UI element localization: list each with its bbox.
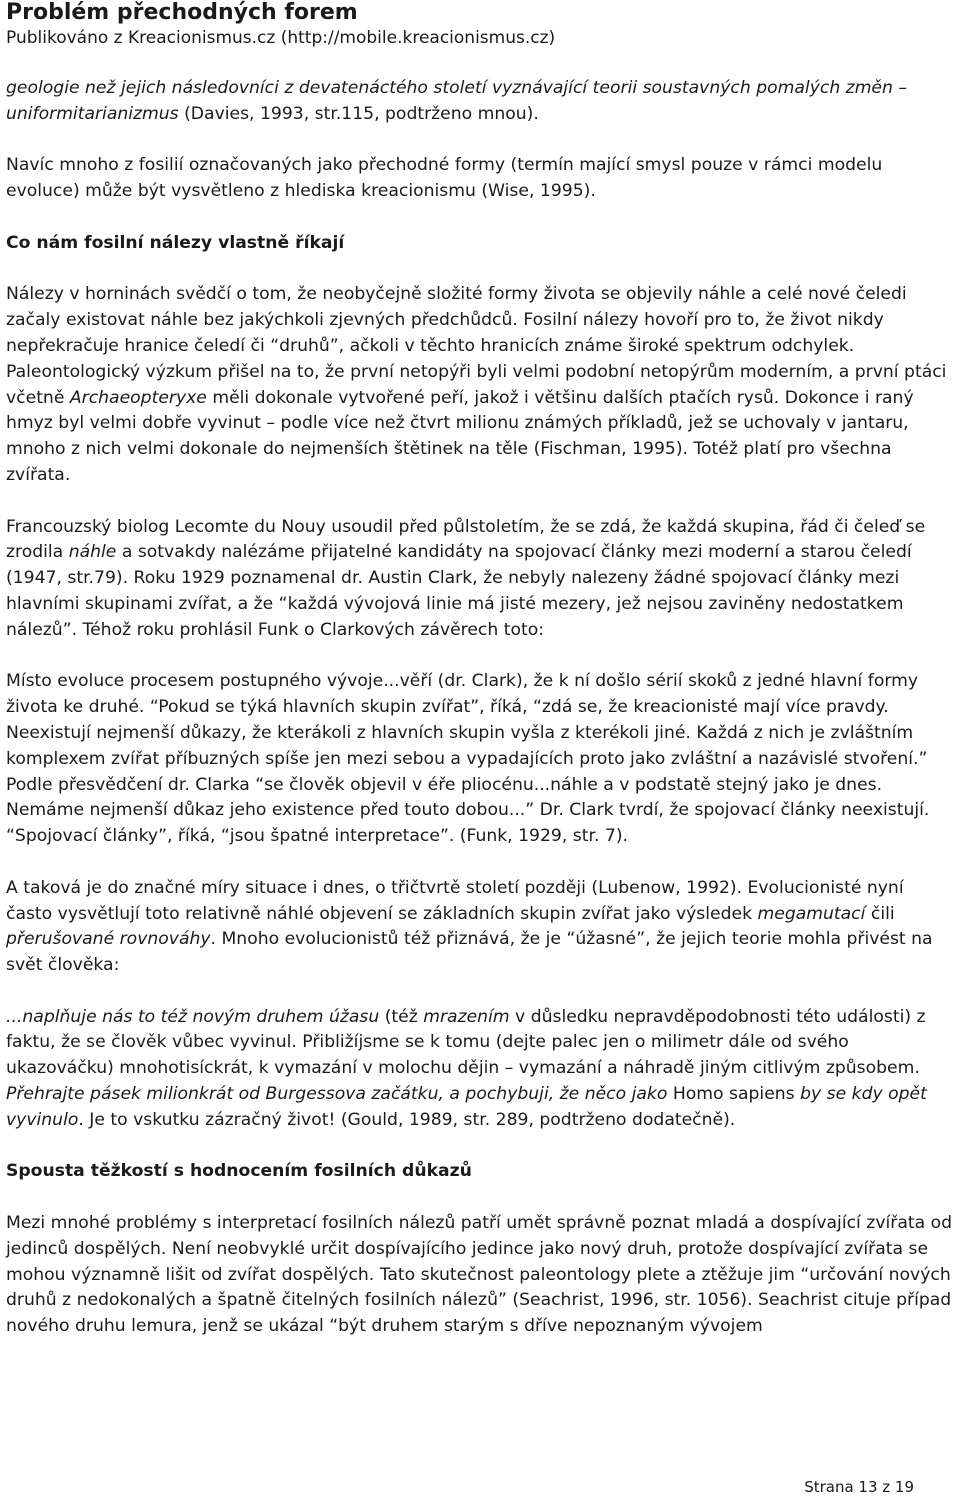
italic-text: ...naplňuje nás to též novým druhem úžasu bbox=[6, 1006, 380, 1027]
italic-text: Archaeopteryxe bbox=[69, 387, 207, 408]
paragraph-text: (Davies, 1993, str.115, podtrženo mnou). bbox=[178, 103, 539, 124]
paragraph-text: (též bbox=[379, 1006, 424, 1027]
section-heading: Spousta těžkostí s hodnocením fosilních důkazů bbox=[6, 1161, 472, 1182]
italic-text: geologie než jejich následovníci z devatenáctého století vyznávající teorii soustavných pomalých změn – uniformitarianizmus bbox=[6, 78, 907, 124]
section-heading: Co nám fosilní nálezy vlastně říkají bbox=[6, 232, 345, 253]
paragraph-text: a sotvakdy nalézáme přijatelné kandidáty na spojovací články mezi moderní a starou čeledí (1947, str.79). Roku 1929 poznamenal dr. Austin Clark, že nebyly nalezeny žádné spojovací články mezi hlavními skupinami zvířat, a že “každá vývojová linie má jisté mezery, jež nejsou zaviněny nedostatkem nálezů”. Téhož roku prohlásil Funk o Clarkových závěrech toto: bbox=[6, 542, 912, 640]
paragraph-text: . Mnoho evolucionistů též přiznává, že je “úžasné”, že jejich teorie mohla přivést na svět člověka: bbox=[6, 929, 933, 976]
paragraph bbox=[6, 282, 954, 488]
paragraph-text: A taková je do značné míry situace i dnes, o třičtvrtě století později (Lubenow, 1992). Evolucionisté nyní často vysvětlují toto relativně náhlé objevení se základních skupin zvířat jako výsledek bbox=[6, 877, 904, 924]
article-body bbox=[6, 76, 954, 1340]
paragraph bbox=[6, 876, 954, 979]
italic-text: přerušované rovnováhy bbox=[6, 929, 211, 950]
source-line: Publikováno z Kreacionismus.cz (http://mobile.kreacionismus.cz) bbox=[6, 28, 556, 48]
paragraph-text: čili bbox=[865, 903, 895, 924]
paragraph-text: Nálezy v horninách svědčí o tom, že neobyčejně složité formy života se objevily náhle a celé nové čeledi začaly existovat náhle bez jakýchkoli zjevných předchůdců. Fosilní nálezy hovoří pro to, že život nikdy nepřekračuje hranice čeledí či “druhů”, ačkoli v těchto hranicích známe široké spektrum odchylek. Paleontologický výzkum přišel na to, že první netopýři byli velmi podobní netopýrům moderním, a první ptáci včetně bbox=[6, 284, 947, 408]
paragraph-text: Homo sapiens bbox=[667, 1084, 801, 1105]
page-number: Strana 13 z 19 bbox=[804, 1478, 914, 1496]
italic-text: mrazením bbox=[423, 1006, 510, 1027]
paragraph: Mezi mnohé problémy s interpretací fosilních nálezů patří umět správně poznat mladá a dospívající zvířata od jedinců dospělých. Není neobvyklé určit dospívajícího jedince jako nový druh, protože dospívající zvířata se mohou významně lišit od zvířat dospělých. Tato skutečnost paleontology plete a ztěžuje jim “určování nových druhů z nedokonalých a špatně čitelných fosilních nálezů” (Seachrist, 1996, str. 1056). Seachrist cituje případ nového druhu lemura, jenž se ukázal “být druhem starým s dříve nepoznaným vývojem bbox=[6, 1213, 953, 1337]
quote-paragraph: Místo evoluce procesem postupného vývoje...věří (dr. Clark), že k ní došlo sérií skoků z jedné hlavní formy života ke druhé. “Pokud se týká hlavních skupin zvířat”, říká, “zdá se, že kreacionisté mají více pravdy. Neexistují nejmenší důkazy, že kterákoli z hlavních skupin vyšla z kterékoli jiné. Každá z nich je zvláštním komplexem zvířat příbuzných spíše jen mezi sebou a vypadajících proto jako zvláštní a nazávislé stvoření.” Podle přesvědčení dr. Clarka “se člověk objevil v éře pliocénu...náhle a v podstatě stejný jako je dnes. Nemáme nejmenší důkaz jeho existence před touto dobou...” Dr. Clark tvrdí, že spojovací články neexistují. “Spojovací články”, říká, “jsou špatné interpretace”. (Funk, 1929, str. 7). bbox=[6, 671, 930, 847]
paragraph bbox=[6, 515, 954, 644]
paragraph bbox=[6, 76, 954, 128]
italic-text: náhle bbox=[68, 542, 117, 563]
italic-text: by se kdy opět vyvinulo bbox=[6, 1084, 927, 1130]
document-title: Problém přechodných forem bbox=[6, 0, 358, 25]
paragraph: Navíc mnoho z fosilií označovaných jako přechodné formy (termín mající smysl pouze v rámci modelu evoluce) může být vysvětleno z hlediska kreacionismu (Wise, 1995). bbox=[6, 155, 883, 202]
paragraph-text: Francouzský biolog Lecomte du Nouy usoudil před půlstoletím, že se zdá, že každá skupina, řád či čeleď se zrodila bbox=[6, 516, 926, 563]
page-header bbox=[6, 0, 555, 50]
quote-paragraph bbox=[6, 1005, 954, 1134]
italic-text: Přehrajte pásek milionkrát od Burgessova začátku, a pochybuji, že něco jako bbox=[6, 1084, 668, 1105]
paragraph-text: měli dokonale vytvořené peří, jakož i většinu dalších ptačích rysů. Dokonce i raný hmyz byl velmi dobře vyvinut – podle více než čtvrt milionu známých příkladů, jež se uchovaly v jantaru, mnoho z nich velmi dokonale do nejmenších štětinek na těle (Fischman, 1995). Totéž platí pro všechna zvířata. bbox=[6, 387, 914, 485]
paragraph-text: . Je to vskutku zázračný život! (Gould, 1989, str. 289, podtrženo dodatečně). bbox=[78, 1109, 736, 1130]
paragraph-text: v důsledku nepravděpodobnosti této události) z faktu, že se člověk vůbec vyvinul. Přibližíjsme se k tomu (dejte palec jen o milimetr dále od svého ukazováčku) mnohotisíckrát, k vymazání v molochu dějin – vymazání a náhradě jiným citlivým způsobem. bbox=[6, 1006, 926, 1079]
italic-text: megamutací bbox=[757, 903, 866, 924]
